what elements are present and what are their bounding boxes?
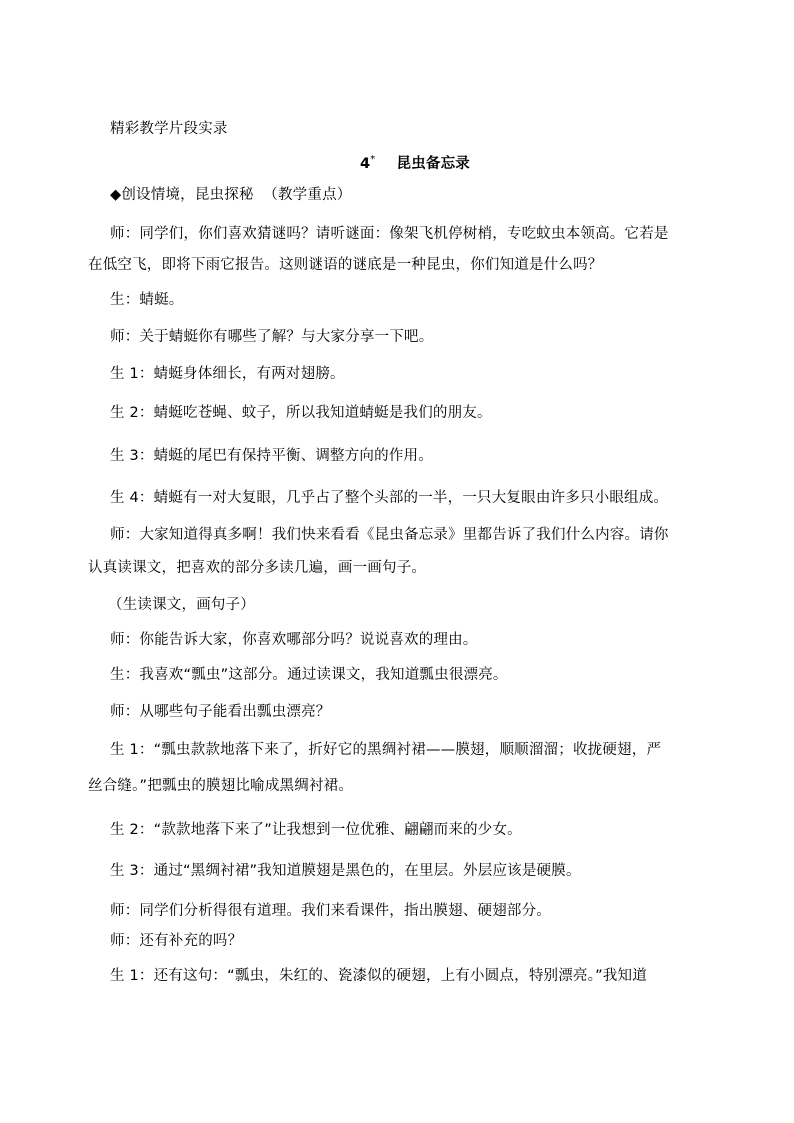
dialogue-line: 丝合缝。”把瓢虫的膜翅比喻成黑绸衬裙。 xyxy=(88,778,354,794)
dialogue-line: 生 3：蜻蜓的尾巴有保持平衡、调整方向的作用。 xyxy=(110,448,433,464)
dialogue-line: 生：我喜欢“瓢虫”这部分。通过读课文，我知道瓢虫很漂亮。 xyxy=(110,667,508,683)
section-note: （教学重点） xyxy=(263,187,352,203)
dialogue-line: 生：蜻蜓。 xyxy=(110,292,184,308)
dialogue-line: 生 2：“款款地落下来了”让我想到一位优雅、翩翩而来的少女。 xyxy=(110,822,522,838)
dialogue-line: 认真读课文，把喜欢的部分多读几遍，画一画句子。 xyxy=(88,560,427,576)
dialogue-line: 生 4：蜻蜓有一对大复眼，几乎占了整个头部的一半，一只大复眼由许多只小眼组成。 xyxy=(110,490,669,506)
dialogue-line: 师：从哪些句子能看出瓢虫漂亮？ xyxy=(110,704,331,720)
dialogue-line: 生 3：通过“黑绸衬裙”我知道膜翅是黑色的，在里层。外层应该是硬膜。 xyxy=(110,863,581,879)
dialogue-line: 在低空飞，即将下雨它报告。这则谜语的谜底是一种昆虫，你们知道是什么吗？ xyxy=(88,257,603,273)
dialogue-line: 师：大家知道得真多啊！我们快来看看《昆虫备忘录》里都告诉了我们什么内容。请你 xyxy=(110,527,669,543)
dialogue-line: 生 1：蜻蜓身体细长，有两对翅膀。 xyxy=(110,366,345,382)
lesson-mark: * xyxy=(370,154,376,165)
dialogue-line: （生读课文，画句子） xyxy=(108,597,255,613)
dialogue-line: 师：关于蜻蜓你有哪些了解？与大家分享一下吧。 xyxy=(110,329,434,345)
dialogue-line: 师：同学们分析得很有道理。我们来看课件，指出膜翅、硬翅部分。 xyxy=(110,903,551,919)
lesson-title-line xyxy=(360,151,470,173)
dialogue-line: 师：同学们，你们喜欢猜谜吗？请听谜面：像架飞机停树梢，专吃蚊虫本领高。它若是 xyxy=(110,226,669,242)
lesson-title: 昆虫备忘录 xyxy=(396,155,470,172)
section-heading: ◆创设情境，昆虫探秘 xyxy=(110,187,254,203)
dialogue-line: 师：还有补充的吗？ xyxy=(110,933,243,949)
section-heading-line xyxy=(110,186,351,204)
dialogue-line: 生 1：还有这句：“瓢虫，朱红的、瓷漆似的硬翅，上有小圆点，特别漂亮。”我知道 xyxy=(110,968,647,984)
lesson-number: 4 xyxy=(360,155,371,172)
dialogue-line: 师：你能告诉大家，你喜欢哪部分吗？说说喜欢的理由。 xyxy=(110,632,478,648)
dialogue-line: 生 1：“瓢虫款款地落下来了，折好它的黑绸衬裙——膜翅，顺顺溜溜；收拢硬翅，严 xyxy=(110,742,662,758)
document-header: 精彩教学片段实录 xyxy=(110,121,228,137)
dialogue-line: 生 2：蜻蜓吃苍蝇、蚊子，所以我知道蜻蜓是我们的朋友。 xyxy=(110,405,492,421)
